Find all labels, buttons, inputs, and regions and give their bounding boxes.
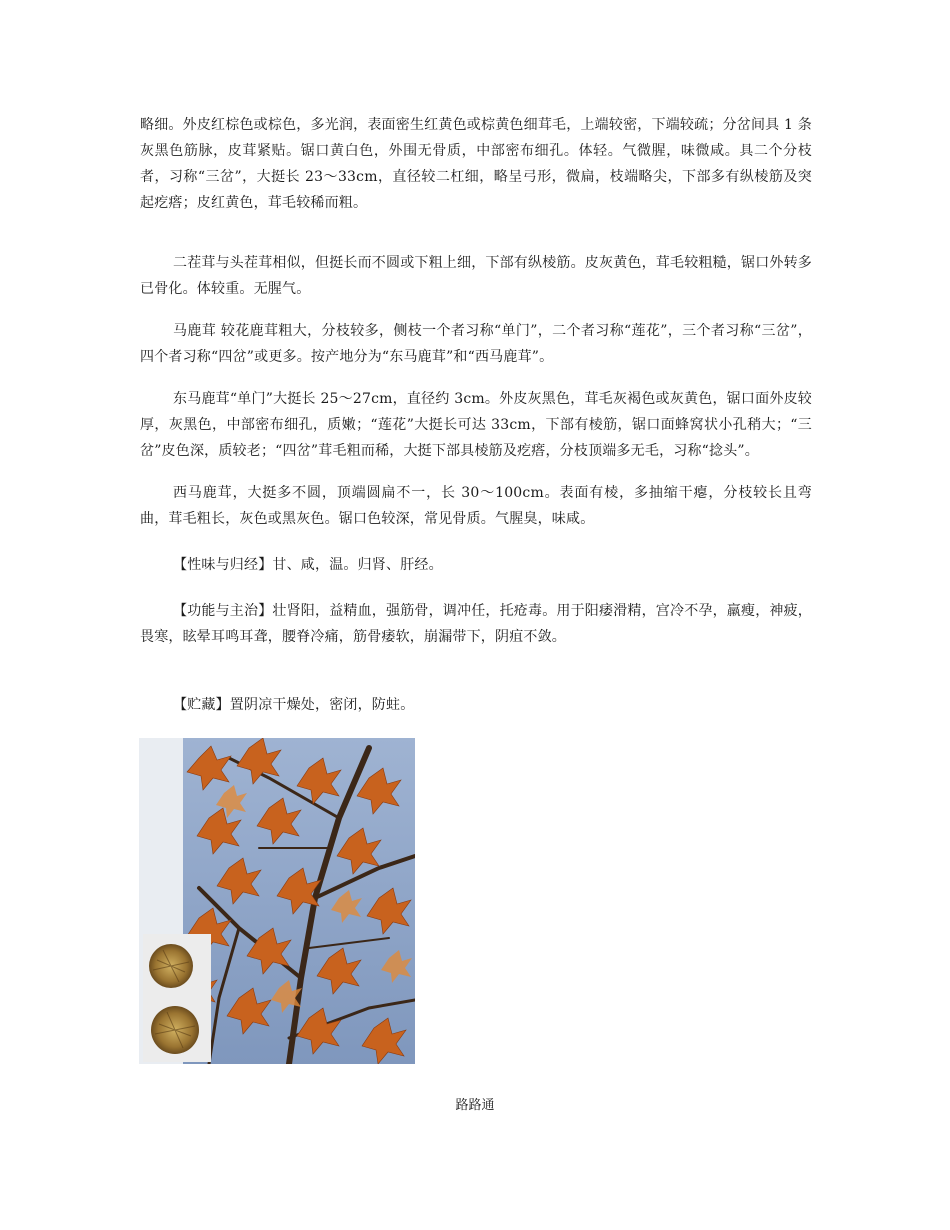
paragraph-east-red-deer-antler: 东马鹿茸“单门”大挺长 25～27cm，直径约 3cm。外皮灰黑色，茸毛灰褐色或灰黄色，锯口面外皮较厚，灰黑色，中部密布细孔，质嫩；“莲花”大挺长可达 33cm，下部有棱筋，锯口面蜂窝状小孔稍大；“三岔”皮色深，质较老；“四岔”茸毛粗而稀，大挺下部具棱筋及疙瘩，分枝顶端多无毛，习称“捻头”。 — [140, 391, 812, 459]
sweetgum-tree-photo — [139, 738, 415, 1064]
paragraph-second-cut-antler: 二茬茸与头茬茸相似，但挺长而不圆或下粗上细，下部有纵棱筋。皮灰黄色，茸毛较粗糙，锯口外转多已骨化。体较重。无腥气。 — [140, 255, 812, 297]
page-footer: 路路通 — [455, 1098, 495, 1113]
section-nature-taste: 【性味与归经】甘、咸，温。归肾、肝经。 — [173, 557, 443, 573]
paragraph-deer-antler-description: 略细。外皮红棕色或棕色，多光润，表面密生红黄色或棕黄色细茸毛，上端较密，下端较疏；分岔间具 1 条灰黑色筋脉，皮茸紧贴。锯口黄白色，外围无骨质，中部密布细孔。体轻。气微腥，味微咸。具二个分枝者，习称“三岔”，大挺长 23～33cm，直径较二杠细，略呈弓形，微扁，枝端略尖，下部多有纵棱筋及突起疙瘩；皮红黄色，茸毛较稀而粗。 — [140, 117, 812, 211]
paragraph-red-deer-antler: 马鹿茸 较花鹿茸粗大，分枝较多，侧枝一个者习称“单门”，二个者习称“莲花”，三个者习称“三岔”，四个者习称“四岔”或更多。按产地分为“东马鹿茸”和“西马鹿茸”。 — [140, 323, 812, 365]
document-body — [140, 112, 812, 718]
section-function-indication: 【功能与主治】壮肾阳，益精血，强筋骨，调冲任，托疮毒。用于阳痿滑精，宫冷不孕，羸瘦，神疲，畏寒，眩晕耳鸣耳聋，腰脊冷痛，筋骨痿软，崩漏带下，阴疽不敛。 — [140, 603, 812, 645]
paragraph-west-red-deer-antler: 西马鹿茸，大挺多不圆，顶端圆扁不一，长 30～100cm。表面有棱，多抽缩干瘪，分枝较长且弯曲，茸毛粗长，灰色或黑灰色。锯口色较深，常见骨质。气腥臭，味咸。 — [140, 485, 812, 527]
section-storage: 【贮藏】置阴凉干燥处，密闭，防蛀。 — [173, 697, 415, 713]
